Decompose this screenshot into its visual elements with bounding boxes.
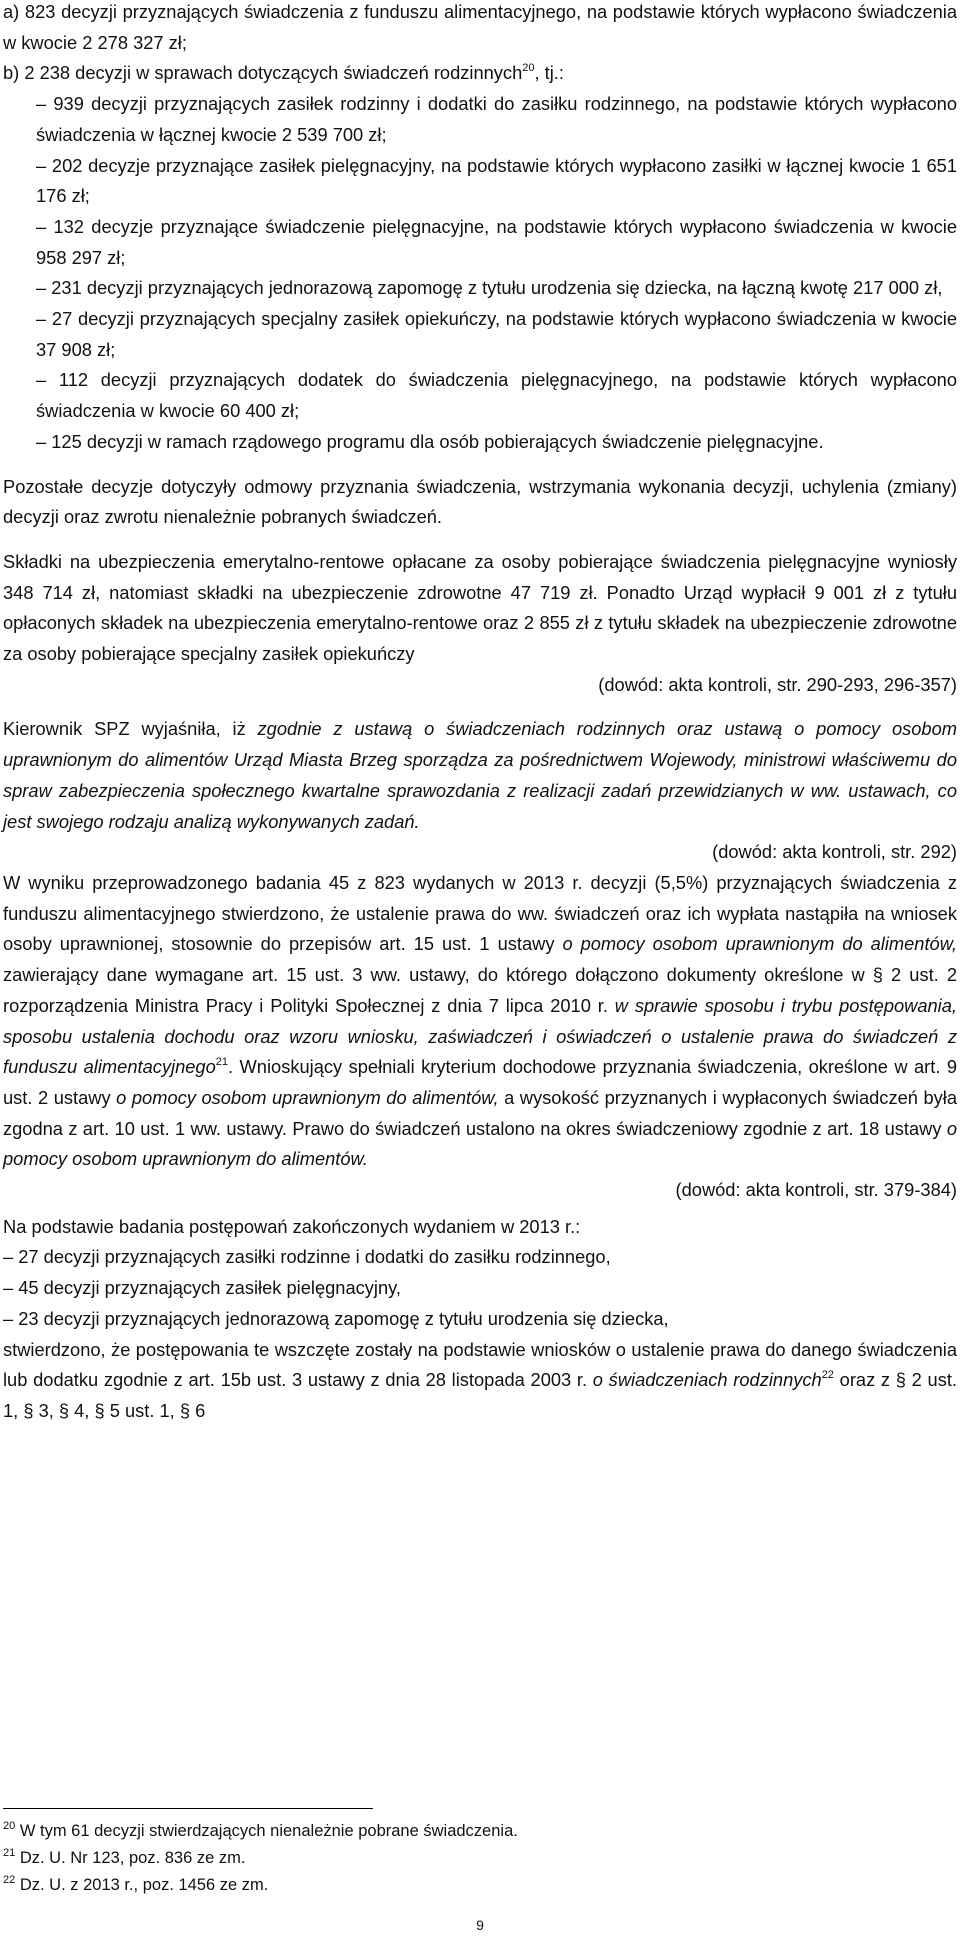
- conclusion-text: oraz z § 2 ust. 1, § 3, § 4, § 5 ust. 1, § 6: [3, 1369, 957, 1421]
- result-text: zawierający dane wymagane art. 15 ust. 3 ww. ustawy, do którego dołączono dokumenty określone w § 2 ust. 2 rozporządzenia Ministra Pracy i Polityki Społecznej z dnia 7 lipca 2010 r.: [3, 964, 957, 1016]
- footnote-separator: [3, 1808, 373, 1809]
- footnote-21: [3, 1847, 245, 1869]
- body-text: [3, 0, 957, 1427]
- footnote-number: 20: [3, 1819, 16, 1832]
- footnote-number: 21: [3, 1846, 16, 1859]
- result-italic: o pomocy osobom uprawnionym do alimentów,: [116, 1086, 499, 1108]
- evidence-reference: (dowód: akta kontroli, str. 290-293, 296-357): [598, 673, 957, 695]
- paragraph-conclusion: [3, 1335, 957, 1427]
- footnote-ref-20: 20: [522, 62, 535, 75]
- conclusion-item: – 27 decyzji przyznających zasiłki rodzinne i dodatki do zasiłku rodzinnego,: [3, 1246, 611, 1268]
- footnote-text: Dz. U. z 2013 r., poz. 1456 ze zm.: [19, 1876, 269, 1894]
- list-item: – 202 decyzje przyznające zasiłek pielęgnacyjny, na podstawie których wypłacono zasiłki w łącznej kwocie 1 651 176 zł;: [36, 154, 957, 207]
- result-text: W wyniku przeprowadzonego badania 45 z 823 wydanych w 2013 r. decyzji (5,5%) przyznających świadczenia z funduszu alimentacyjnego stwierdzono, że ustalenie prawa do ww. świadczeń oraz ich wypłata nastąpiła na wniosek osoby uprawnionej, stosownie do przepisów art. 15 ust. 1 ustawy: [3, 871, 957, 955]
- intro-item-a: a) 823 decyzji przyznających świadczenia z funduszu alimentacyjnego, na podstawie których wypłacono świadczenia w kwocie 2 278 327 zł;: [3, 1, 957, 53]
- list-item: – 231 decyzji przyznających jednorazową zapomogę z tytułu urodzenia się dziecka, na łączną kwotę 217 000 zł,: [36, 277, 943, 299]
- result-italic: o pomocy osobom uprawnionym do alimentów.: [3, 1117, 957, 1170]
- conclusion-italic: o świadczeniach rodzinnych: [592, 1369, 822, 1391]
- footnote-20: [3, 1820, 518, 1842]
- page-number: 9: [476, 1917, 484, 1933]
- manager-lead: Kierownik SPZ wyjaśniła, iż: [3, 718, 258, 740]
- list-item: – 132 decyzje przyznające świadczenie pielęgnacyjne, na podstawie których wypłacono świadczenia w kwocie 958 297 zł;: [36, 215, 957, 268]
- paragraph-contributions: Składki na ubezpieczenia emerytalno-rentowe opłacane za osoby pobierające świadczenia pielęgnacyjne wyniosły 348 714 zł, natomiast składki na ubezpieczenie zdrowotne 47 719 zł. Ponadto Urząd wypłacił 9 001 zł z tytułu opłaconych składek na ubezpieczenia emerytalno-rentowe oraz 2 855 zł z tytułu składek na ubezpieczenie zdrowotne za osoby pobierające specjalny zasiłek opiekuńczy: [3, 550, 957, 665]
- result-text: a wysokość przyznanych i wypłaconych świadczeń była zgodna z art. 10 ust. 1 ww. ustawy. Prawo do świadczeń ustalono na okres świadczeniowy zgodnie z art. 18 ustawy: [3, 1086, 958, 1139]
- paragraph-manager-explanation: [3, 714, 957, 837]
- footnote-text: Dz. U. Nr 123, poz. 836 ze zm.: [19, 1849, 246, 1867]
- list-item: – 939 decyzji przyznających zasiłek rodzinny i dodatki do zasiłku rodzinnego, na podstawie których wypłacono świadczenia w łącznej kwocie 2 539 700 zł;: [36, 93, 957, 145]
- footnote-text: W tym 61 decyzji stwierdzających nienależnie pobrane świadczenia.: [19, 1822, 518, 1840]
- conclusion-lead: Na podstawie badania postępowań zakończonych wydaniem w 2013 r.:: [3, 1215, 581, 1237]
- footnote-22: [3, 1874, 268, 1896]
- paragraph-audit-result: [3, 868, 957, 1175]
- intro-item-b-text: b) 2 238 decyzji w sprawach dotyczących świadczeń rodzinnych: [3, 62, 523, 84]
- list-item: – 27 decyzji przyznających specjalny zasiłek opiekuńczy, na podstawie których wypłacono świadczenia w kwocie 37 908 zł;: [36, 308, 957, 360]
- footnote-ref-21: 21: [215, 1056, 229, 1069]
- footnote-ref-22: 22: [821, 1369, 834, 1382]
- result-italic: w sprawie sposobu i trybu postępowania, sposobu ustalenia dochodu oraz wzoru wniosku, zaświadczeń i oświadczeń o ustalenie prawa do świadczeń z funduszu alimentacyjnego: [3, 994, 957, 1078]
- footnote-number: 22: [3, 1873, 16, 1886]
- evidence-reference: (dowód: akta kontroli, str. 379-384): [675, 1179, 957, 1201]
- conclusion-text: stwierdzono, że postępowania te wszczęte zostały na podstawie wniosków o ustalenie prawa do danego świadczenia lub dodatku zgodnie z art. 15b ust. 3 ustawy z dnia 28 listopada 2003 r.: [3, 1338, 957, 1391]
- conclusion-item: – 45 decyzji przyznających zasiłek pielęgnacyjny,: [3, 1277, 401, 1299]
- manager-quote: zgodnie z ustawą o świadczeniach rodzinnych oraz ustawą o pomocy osobom uprawnionym do alimentów Urząd Miasta Brzeg sporządza za pośrednictwem Wojewody, ministrowi właściwemu do spraw zabezpieczenia społecznego kwartalne sprawozdania z realizacji zadań przewidzianych w ww. ustawach, co jest swojego rodzaju analizą wykonywanych zadań.: [3, 718, 957, 832]
- list-item: – 112 decyzji przyznających dodatek do świadczenia pielęgnacyjnego, na podstawie których wypłacono świadczenia w kwocie 60 400 zł;: [36, 369, 957, 422]
- evidence-reference: (dowód: akta kontroli, str. 292): [712, 841, 957, 863]
- list-item: – 125 decyzji w ramach rządowego programu dla osób pobierających świadczenie pielęgnacyjne.: [36, 430, 824, 452]
- intro-item-b-tail: , tj.:: [534, 62, 564, 84]
- intro-item-b: [3, 58, 957, 89]
- result-italic: o pomocy osobom uprawnionym do alimentów,: [562, 933, 957, 955]
- paragraph-remaining-decisions: Pozostałe decyzje dotyczyły odmowy przyznania świadczenia, wstrzymania wykonania decyzji, uchylenia (zmiany) decyzji oraz zwrotu nienależnie pobranych świadczeń.: [3, 475, 957, 528]
- conclusion-item: – 23 decyzji przyznających jednorazową zapomogę z tytułu urodzenia się dziecka,: [3, 1307, 669, 1329]
- result-text: . Wnioskujący spełniali kryterium dochodowe przyznania świadczenia, określone w art. 9 ust. 2 ustawy: [3, 1056, 958, 1108]
